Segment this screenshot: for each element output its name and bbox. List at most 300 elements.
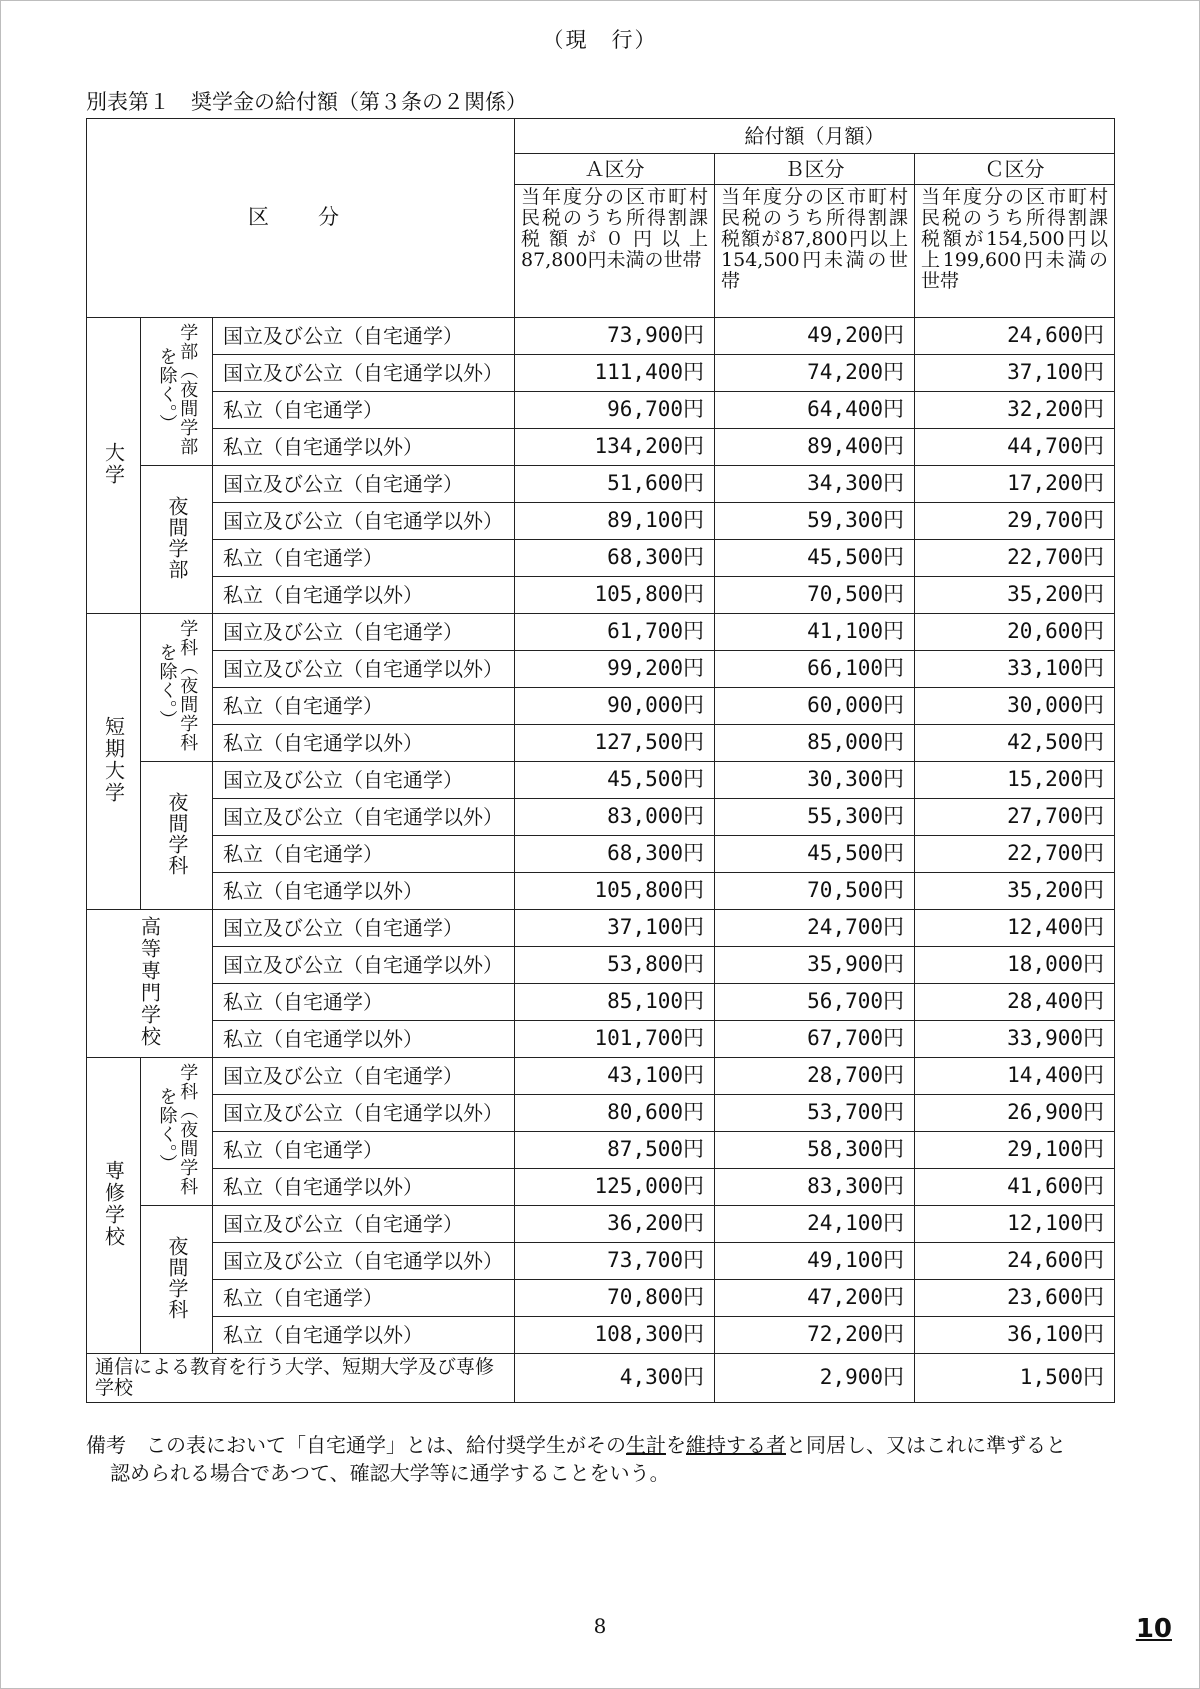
yen-unit: 円 <box>1083 360 1105 385</box>
category-label: 短期大学 <box>101 715 126 804</box>
amount-c <box>915 1021 1115 1058</box>
table-row <box>87 1317 1115 1354</box>
yen-unit: 円 <box>883 471 905 496</box>
amount-b <box>715 1280 915 1317</box>
amount-c <box>915 1354 1115 1403</box>
type-cell: 私立（自宅通学） <box>213 1132 515 1169</box>
type-cell: 私立（自宅通学） <box>213 688 515 725</box>
amount-value: 44,700 <box>1007 434 1084 459</box>
amount-value: 58,300 <box>807 1137 884 1162</box>
type-cell: 私立（自宅通学以外） <box>213 1021 515 1058</box>
category-cell <box>87 318 141 614</box>
yen-unit: 円 <box>683 730 705 755</box>
amount-value: 27,700 <box>1007 804 1084 829</box>
yen-unit: 円 <box>1083 471 1105 496</box>
yen-unit: 円 <box>683 1285 705 1310</box>
amount-value: 105,800 <box>594 582 684 607</box>
amount-value: 108,300 <box>594 1322 684 1347</box>
table-row <box>87 873 1115 910</box>
amount-b <box>715 1206 915 1243</box>
amount-a <box>515 392 715 429</box>
yen-unit: 円 <box>683 1026 705 1051</box>
amount-value: 32,200 <box>1007 397 1084 422</box>
amount-value: 35,900 <box>807 952 884 977</box>
yen-unit: 円 <box>883 1285 905 1310</box>
type-cell: 私立（自宅通学以外） <box>213 577 515 614</box>
yen-unit: 円 <box>883 1063 905 1088</box>
page-number: 8 <box>593 1614 607 1638</box>
yen-unit: 円 <box>683 434 705 459</box>
type-cell: 国立及び公立（自宅通学以外） <box>213 1095 515 1132</box>
amount-b <box>715 1243 915 1280</box>
yen-unit: 円 <box>1083 841 1105 866</box>
amount-c <box>915 873 1115 910</box>
yen-unit: 円 <box>683 1100 705 1125</box>
amount-c <box>915 392 1115 429</box>
subgroup-cell <box>141 762 213 910</box>
amount-value: 29,100 <box>1007 1137 1084 1162</box>
amount-a <box>515 1132 715 1169</box>
amount-value: 96,700 <box>607 397 684 422</box>
amount-value: 68,300 <box>607 545 684 570</box>
table-row <box>87 355 1115 392</box>
amount-b <box>715 836 915 873</box>
yen-unit: 円 <box>683 952 705 977</box>
table-row <box>87 540 1115 577</box>
amount-value: 90,000 <box>607 693 684 718</box>
category-label: 高等専門学校 <box>137 915 162 1048</box>
amount-c <box>915 1058 1115 1095</box>
amount-a <box>515 1058 715 1095</box>
amount-value: 105,800 <box>594 878 684 903</box>
amount-b <box>715 355 915 392</box>
subgroup-label: 学科（夜間学科を除く。） <box>156 619 199 752</box>
type-cell: 国立及び公立（自宅通学以外） <box>213 1243 515 1280</box>
column-c-desc: 当年度分の区市町村民税のうち所得割課税額が154,500円以上199,600円未満の世帯 <box>915 185 1115 318</box>
yen-unit: 円 <box>683 1248 705 1273</box>
amount-c <box>915 725 1115 762</box>
yen-unit: 円 <box>683 656 705 681</box>
amount-b <box>715 984 915 1021</box>
amount-value: 36,100 <box>1007 1322 1084 1347</box>
table-row <box>87 725 1115 762</box>
amount-c <box>915 318 1115 355</box>
table-row <box>87 984 1115 1021</box>
yen-unit: 円 <box>1083 619 1105 644</box>
subgroup-label: 学部（夜間学部を除く。） <box>156 323 199 456</box>
type-cell: 国立及び公立（自宅通学） <box>213 910 515 947</box>
amount-b <box>715 725 915 762</box>
category-label: 大学 <box>101 441 126 486</box>
amount-a <box>515 1280 715 1317</box>
amount-b <box>715 1317 915 1354</box>
yen-unit: 円 <box>883 582 905 607</box>
type-cell: 国立及び公立（自宅通学） <box>213 1058 515 1095</box>
type-cell: 私立（自宅通学） <box>213 984 515 1021</box>
yen-unit: 円 <box>683 360 705 385</box>
yen-unit: 円 <box>1083 397 1105 422</box>
table-row <box>87 947 1115 984</box>
amount-c <box>915 947 1115 984</box>
type-cell: 私立（自宅通学以外） <box>213 725 515 762</box>
amount-a <box>515 762 715 799</box>
yen-unit: 円 <box>1083 1137 1105 1162</box>
table-row <box>87 1280 1115 1317</box>
amount-value: 35,200 <box>1007 878 1084 903</box>
amount-b <box>715 540 915 577</box>
table-row <box>87 1095 1115 1132</box>
amount-value: 89,400 <box>807 434 884 459</box>
amount-value: 42,500 <box>1007 730 1084 755</box>
amount-title: 給付額（月額） <box>515 119 1115 154</box>
yen-unit: 円 <box>883 1174 905 1199</box>
amount-b <box>715 1021 915 1058</box>
amount-value: 41,100 <box>807 619 884 644</box>
yen-unit: 円 <box>683 1322 705 1347</box>
amount-value: 68,300 <box>607 841 684 866</box>
amount-value: 56,700 <box>807 989 884 1014</box>
amount-value: 74,200 <box>807 360 884 385</box>
type-cell: 私立（自宅通学以外） <box>213 429 515 466</box>
amount-value: 47,200 <box>807 1285 884 1310</box>
yen-unit: 円 <box>683 767 705 792</box>
table-row <box>87 429 1115 466</box>
yen-unit: 円 <box>683 323 705 348</box>
yen-unit: 円 <box>683 619 705 644</box>
yen-unit: 円 <box>683 841 705 866</box>
amount-value: 23,600 <box>1007 1285 1084 1310</box>
amount-a <box>515 984 715 1021</box>
column-b-desc: 当年度分の区市町村民税のうち所得割課税額が87,800円以上154,500円未満の世帯 <box>715 185 915 318</box>
amount-value: 12,100 <box>1007 1211 1084 1236</box>
table-row <box>87 651 1115 688</box>
table-row <box>87 688 1115 725</box>
yen-unit: 円 <box>883 804 905 829</box>
amount-value: 85,100 <box>607 989 684 1014</box>
subgroup-cell <box>141 1206 213 1354</box>
amount-value: 134,200 <box>594 434 684 459</box>
yen-unit: 円 <box>883 508 905 533</box>
amount-value: 101,700 <box>594 1026 684 1051</box>
amount-value: 4,300 <box>619 1365 684 1390</box>
amount-c <box>915 1243 1115 1280</box>
yen-unit: 円 <box>883 1248 905 1273</box>
amount-value: 1,500 <box>1019 1365 1084 1390</box>
table-row <box>87 503 1115 540</box>
yen-unit: 円 <box>883 1026 905 1051</box>
amount-value: 18,000 <box>1007 952 1084 977</box>
yen-unit: 円 <box>883 1137 905 1162</box>
amount-a <box>515 836 715 873</box>
amount-value: 15,200 <box>1007 767 1084 792</box>
amount-a <box>515 429 715 466</box>
type-cell: 国立及び公立（自宅通学） <box>213 466 515 503</box>
amount-b <box>715 1058 915 1095</box>
amount-value: 59,300 <box>807 508 884 533</box>
amount-a <box>515 577 715 614</box>
page-badge: 10 <box>1135 1614 1172 1644</box>
yen-unit: 円 <box>1083 878 1105 903</box>
amount-value: 99,200 <box>607 656 684 681</box>
amount-c <box>915 651 1115 688</box>
type-cell: 国立及び公立（自宅通学以外） <box>213 355 515 392</box>
amount-a <box>515 1095 715 1132</box>
amount-a <box>515 1169 715 1206</box>
amount-b <box>715 1095 915 1132</box>
amount-value: 41,600 <box>1007 1174 1084 1199</box>
yen-unit: 円 <box>883 1322 905 1347</box>
remark <box>86 1432 1126 1487</box>
yen-unit: 円 <box>1083 730 1105 755</box>
subgroup-label: 夜間学科 <box>165 1235 189 1320</box>
amount-b <box>715 688 915 725</box>
yen-unit: 円 <box>883 989 905 1014</box>
yen-unit: 円 <box>683 989 705 1014</box>
yen-unit: 円 <box>883 841 905 866</box>
table-row <box>87 910 1115 947</box>
amount-value: 73,700 <box>607 1248 684 1273</box>
type-cell: 私立（自宅通学以外） <box>213 873 515 910</box>
amount-value: 45,500 <box>807 545 884 570</box>
type-cell: 私立（自宅通学） <box>213 1280 515 1317</box>
amount-value: 83,000 <box>607 804 684 829</box>
amount-value: 22,700 <box>1007 841 1084 866</box>
amount-value: 70,800 <box>607 1285 684 1310</box>
amount-a <box>515 614 715 651</box>
yen-unit: 円 <box>683 1174 705 1199</box>
yen-unit: 円 <box>683 545 705 570</box>
amount-value: 55,300 <box>807 804 884 829</box>
type-cell: 私立（自宅通学） <box>213 392 515 429</box>
amount-a <box>515 540 715 577</box>
amount-b <box>715 1354 915 1403</box>
column-a-label: Ａ区分 <box>515 154 715 185</box>
amount-value: 24,600 <box>1007 323 1084 348</box>
amount-c <box>915 614 1115 651</box>
table-row <box>87 466 1115 503</box>
amount-value: 14,400 <box>1007 1063 1084 1088</box>
yen-unit: 円 <box>1083 693 1105 718</box>
yen-unit: 円 <box>883 619 905 644</box>
yen-unit: 円 <box>683 1211 705 1236</box>
yen-unit: 円 <box>683 397 705 422</box>
yen-unit: 円 <box>883 767 905 792</box>
amount-b <box>715 466 915 503</box>
amount-value: 45,500 <box>807 841 884 866</box>
amount-c <box>915 355 1115 392</box>
yen-unit: 円 <box>683 508 705 533</box>
page-header: （現 行） <box>542 28 658 52</box>
amount-value: 33,900 <box>1007 1026 1084 1051</box>
yen-unit: 円 <box>1083 989 1105 1014</box>
yen-unit: 円 <box>1083 323 1105 348</box>
amount-a <box>515 873 715 910</box>
yen-unit: 円 <box>1083 1174 1105 1199</box>
amount-value: 70,500 <box>807 878 884 903</box>
amount-value: 60,000 <box>807 693 884 718</box>
category-cell <box>87 1058 141 1354</box>
table-row <box>87 1169 1115 1206</box>
amount-a <box>515 688 715 725</box>
amount-value: 24,700 <box>807 915 884 940</box>
yen-unit: 円 <box>883 1100 905 1125</box>
amount-value: 87,500 <box>607 1137 684 1162</box>
amount-value: 80,600 <box>607 1100 684 1125</box>
amount-value: 49,200 <box>807 323 884 348</box>
yen-unit: 円 <box>683 582 705 607</box>
yen-unit: 円 <box>683 1137 705 1162</box>
amount-a <box>515 910 715 947</box>
subgroup-label: 学科（夜間学科を除く。） <box>156 1063 199 1196</box>
yen-unit: 円 <box>1083 582 1105 607</box>
amount-a <box>515 799 715 836</box>
subgroup-cell <box>141 318 213 466</box>
kubun-header: 区 分 <box>87 119 515 318</box>
amount-value: 37,100 <box>1007 360 1084 385</box>
amount-value: 34,300 <box>807 471 884 496</box>
type-cell: 国立及び公立（自宅通学以外） <box>213 799 515 836</box>
amount-c <box>915 503 1115 540</box>
yen-unit: 円 <box>1083 1365 1105 1390</box>
amount-value: 22,700 <box>1007 545 1084 570</box>
type-cell: 国立及び公立（自宅通学以外） <box>213 651 515 688</box>
type-cell: 国立及び公立（自宅通学） <box>213 614 515 651</box>
amount-value: 24,100 <box>807 1211 884 1236</box>
amount-c <box>915 1206 1115 1243</box>
amount-b <box>715 577 915 614</box>
scholarship-table <box>86 118 1115 1403</box>
yen-unit: 円 <box>683 1063 705 1088</box>
table-row <box>87 799 1115 836</box>
table-row <box>87 577 1115 614</box>
amount-c <box>915 1317 1115 1354</box>
column-a-desc: 当年度分の区市町村民税のうち所得割課税額が０円以上87,800円未満の世帯 <box>515 185 715 318</box>
amount-a <box>515 355 715 392</box>
amount-value: 53,800 <box>607 952 684 977</box>
amount-a <box>515 1354 715 1403</box>
amount-value: 43,100 <box>607 1063 684 1088</box>
type-cell: 国立及び公立（自宅通学以外） <box>213 947 515 984</box>
yen-unit: 円 <box>683 804 705 829</box>
amount-value: 37,100 <box>607 915 684 940</box>
amount-value: 24,600 <box>1007 1248 1084 1273</box>
category-label: 専修学校 <box>101 1159 126 1248</box>
amount-value: 67,700 <box>807 1026 884 1051</box>
table-caption: 別表第１ 奨学金の給付額（第３条の２関係） <box>86 90 527 114</box>
amount-b <box>715 392 915 429</box>
yen-unit: 円 <box>883 656 905 681</box>
amount-b <box>715 503 915 540</box>
type-cell: 国立及び公立（自宅通学以外） <box>213 503 515 540</box>
amount-a <box>515 947 715 984</box>
amount-a <box>515 651 715 688</box>
table-row <box>87 614 1115 651</box>
yen-unit: 円 <box>683 693 705 718</box>
amount-c <box>915 910 1115 947</box>
yen-unit: 円 <box>683 878 705 903</box>
subgroup-cell <box>141 1058 213 1206</box>
yen-unit: 円 <box>1083 1026 1105 1051</box>
amount-value: 111,400 <box>594 360 684 385</box>
amount-value: 30,000 <box>1007 693 1084 718</box>
yen-unit: 円 <box>1083 1063 1105 1088</box>
yen-unit: 円 <box>883 545 905 570</box>
table-row <box>87 1206 1115 1243</box>
amount-value: 36,200 <box>607 1211 684 1236</box>
amount-value: 35,200 <box>1007 582 1084 607</box>
amount-a <box>515 503 715 540</box>
table-row <box>87 392 1115 429</box>
yen-unit: 円 <box>1083 1248 1105 1273</box>
yen-unit: 円 <box>1083 434 1105 459</box>
amount-value: 28,400 <box>1007 989 1084 1014</box>
yen-unit: 円 <box>883 730 905 755</box>
amount-a <box>515 1021 715 1058</box>
amount-c <box>915 429 1115 466</box>
amount-b <box>715 651 915 688</box>
amount-value: 61,700 <box>607 619 684 644</box>
amount-c <box>915 984 1115 1021</box>
amount-b <box>715 318 915 355</box>
amount-a <box>515 318 715 355</box>
tsushin-row <box>87 1354 1115 1403</box>
type-cell: 国立及び公立（自宅通学） <box>213 318 515 355</box>
subgroup-label: 夜間学科 <box>165 791 189 876</box>
amount-c <box>915 577 1115 614</box>
amount-value: 53,700 <box>807 1100 884 1125</box>
yen-unit: 円 <box>883 693 905 718</box>
table-row <box>87 318 1115 355</box>
yen-unit: 円 <box>883 878 905 903</box>
amount-value: 64,400 <box>807 397 884 422</box>
amount-value: 66,100 <box>807 656 884 681</box>
table-row <box>87 762 1115 799</box>
yen-unit: 円 <box>1083 915 1105 940</box>
type-cell: 私立（自宅通学） <box>213 836 515 873</box>
subgroup-cell <box>141 614 213 762</box>
yen-unit: 円 <box>1083 1322 1105 1347</box>
yen-unit: 円 <box>683 1365 705 1390</box>
amount-a <box>515 466 715 503</box>
amount-value: 72,200 <box>807 1322 884 1347</box>
amount-a <box>515 1206 715 1243</box>
amount-b <box>715 614 915 651</box>
amount-c <box>915 1095 1115 1132</box>
amount-value: 73,900 <box>607 323 684 348</box>
table-row <box>87 1021 1115 1058</box>
yen-unit: 円 <box>1083 545 1105 570</box>
amount-value: 49,100 <box>807 1248 884 1273</box>
amount-value: 2,900 <box>819 1365 884 1390</box>
yen-unit: 円 <box>683 471 705 496</box>
amount-c <box>915 799 1115 836</box>
yen-unit: 円 <box>683 915 705 940</box>
amount-b <box>715 1169 915 1206</box>
type-cell: 国立及び公立（自宅通学） <box>213 1206 515 1243</box>
amount-c <box>915 540 1115 577</box>
yen-unit: 円 <box>883 915 905 940</box>
amount-value: 125,000 <box>594 1174 684 1199</box>
column-c-label: Ｃ区分 <box>915 154 1115 185</box>
yen-unit: 円 <box>1083 952 1105 977</box>
yen-unit: 円 <box>1083 767 1105 792</box>
subgroup-label: 夜間学部 <box>165 495 189 580</box>
amount-value: 12,400 <box>1007 915 1084 940</box>
amount-value: 70,500 <box>807 582 884 607</box>
amount-c <box>915 1169 1115 1206</box>
type-cell: 私立（自宅通学） <box>213 540 515 577</box>
remark-line-1: 備考 この表において「自宅通学」とは、給付奨学生がその生計を維持する者と同居し、又はこれに準ずると <box>86 1433 1066 1457</box>
